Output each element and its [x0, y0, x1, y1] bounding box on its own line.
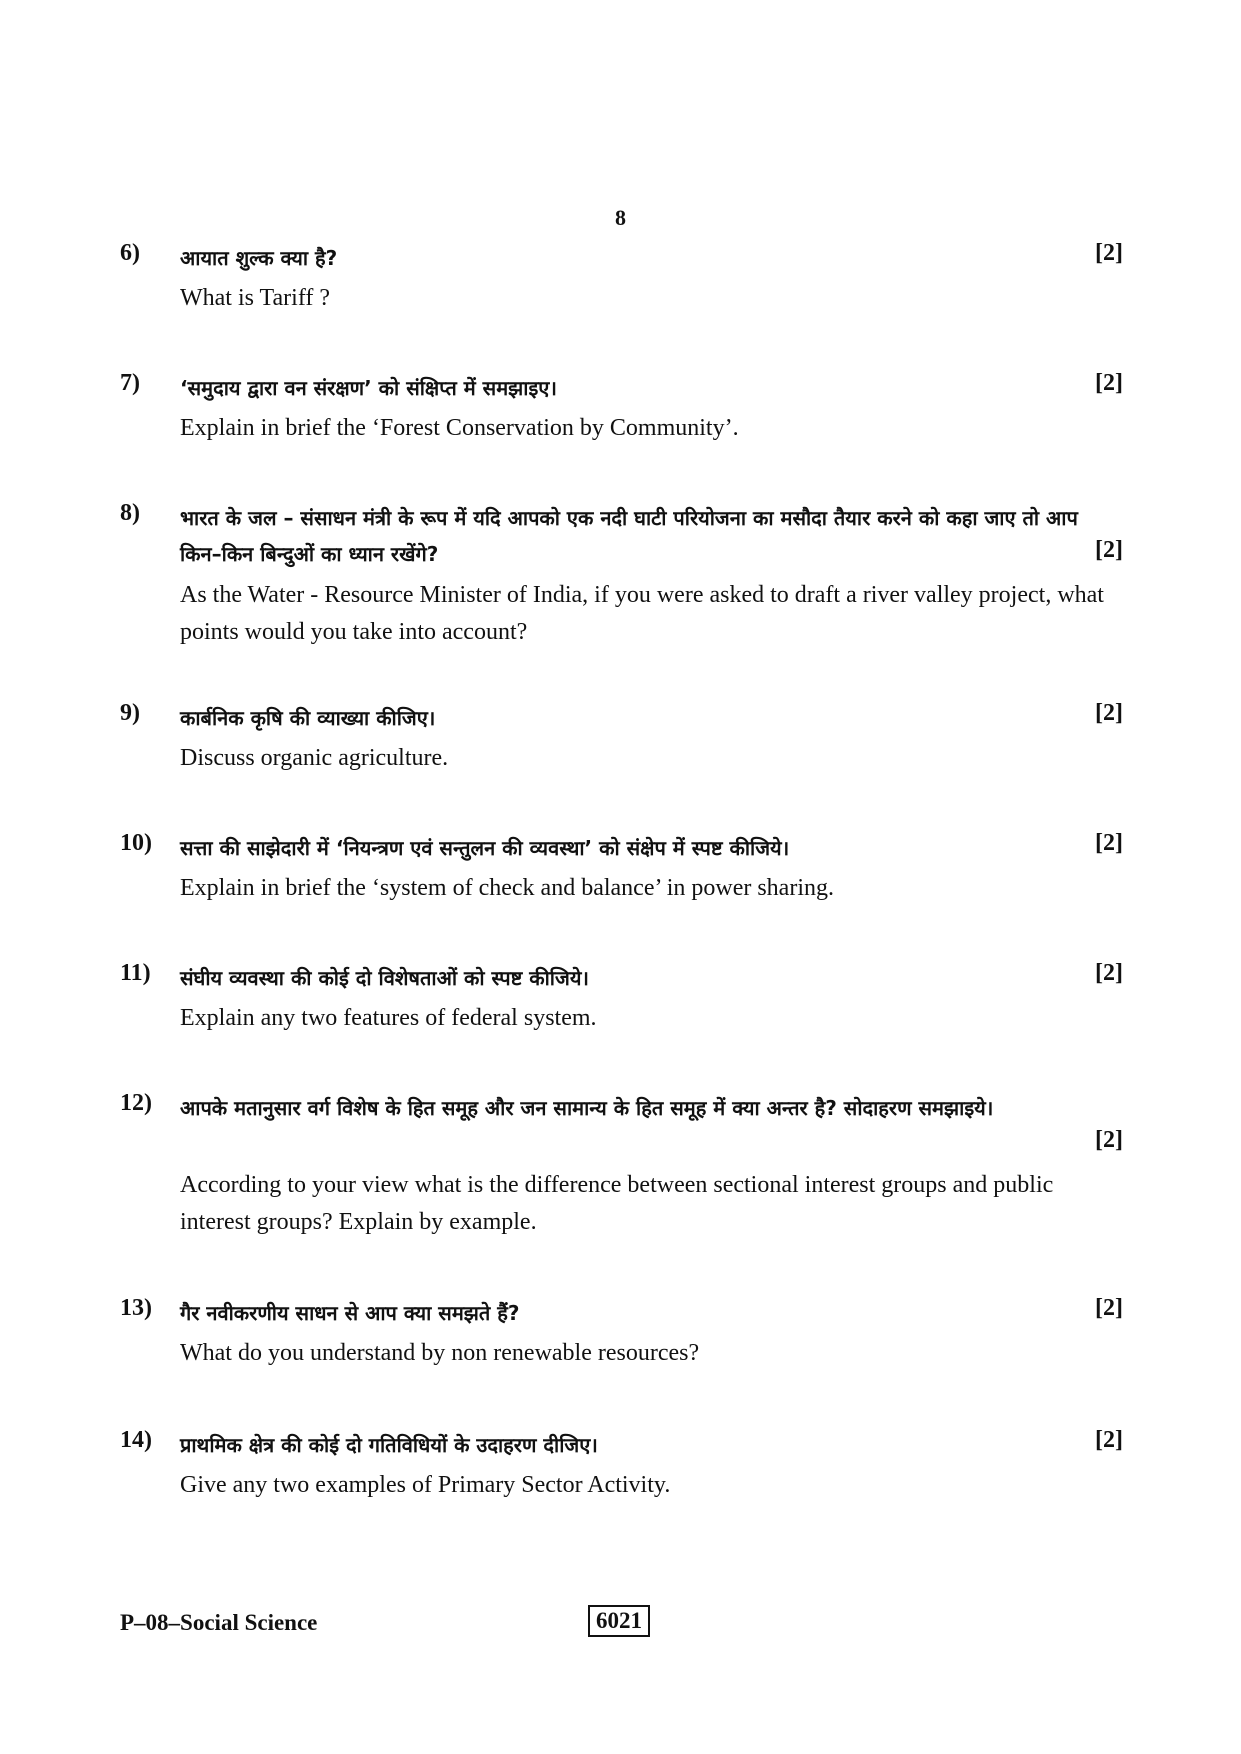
- question-english: What is Tariff ?: [180, 285, 331, 311]
- question-number: 8): [120, 500, 140, 526]
- marks: [2]: [1095, 830, 1123, 856]
- question-hindi: भारत के जल – संसाधन मंत्री के रूप में यदि आपको एक नदी घाटी परियोजना का मसौदा तैयार करने को कहा जाए तो आप किन–किन बिन्दुओं का ध्यान रखेंगे?: [180, 506, 1078, 566]
- question-hindi: आयात शुल्क क्या है?: [180, 246, 338, 270]
- question-hindi: कार्बनिक कृषि की व्याख्या कीजिए।: [180, 706, 436, 730]
- question-english: Explain in brief the ‘Forest Conservation by Community’.: [180, 415, 739, 441]
- question-hindi: गैर नवीकरणीय साधन से आप क्या समझते हैं?: [180, 1301, 520, 1325]
- question-english: Explain any two features of federal system.: [180, 1005, 597, 1031]
- question-number: 10): [120, 830, 152, 856]
- question-number: 11): [120, 960, 151, 986]
- question-hindi: सत्ता की साझेदारी में ‘नियन्त्रण एवं सन्तुलन की व्यवस्था’ को संक्षेप में स्पष्ट कीजिये।: [180, 836, 790, 860]
- question-hindi: प्राथमिक क्षेत्र की कोई दो गतिविधियों के उदाहरण दीजिए।: [180, 1433, 598, 1457]
- question-hindi: ‘समुदाय द्वारा वन संरक्षण’ को संक्षिप्त में समझाइए।: [180, 376, 557, 400]
- question-english: What do you understand by non renewable resources?: [180, 1340, 700, 1366]
- question-number: 6): [120, 240, 140, 266]
- question-english: According to your view what is the difference between sectional interest groups and public interest groups? Explain by example.: [180, 1172, 1054, 1235]
- footer-paper-code: 6021: [588, 1605, 650, 1637]
- marks: [2]: [1095, 370, 1123, 396]
- question-english: Discuss organic agriculture.: [180, 745, 449, 771]
- marks: [2]: [1095, 1295, 1123, 1321]
- question-number: 12): [120, 1090, 152, 1116]
- marks: [2]: [1095, 240, 1123, 266]
- question-number: 7): [120, 370, 140, 396]
- question-number: 14): [120, 1427, 152, 1453]
- question-hindi: आपके मतानुसार वर्ग विशेष के हित समूह और जन सामान्य के हित समूह में क्या अन्तर है? सोदाहरण समझाइये।: [180, 1096, 994, 1120]
- question-english: Give any two examples of Primary Sector Activity.: [180, 1472, 671, 1498]
- question-hindi: संघीय व्यवस्था की कोई दो विशेषताओं को स्पष्ट कीजिये।: [180, 966, 590, 990]
- footer-subject-code: P–08–Social Science: [120, 1610, 318, 1635]
- question-number: 9): [120, 700, 140, 726]
- marks: [2]: [1095, 537, 1123, 563]
- marks: [2]: [1095, 1427, 1123, 1453]
- marks: [2]: [1095, 960, 1123, 986]
- marks: [2]: [1095, 1127, 1123, 1153]
- question-number: 13): [120, 1295, 152, 1321]
- page-number: 8: [615, 205, 626, 230]
- marks: [2]: [1095, 700, 1123, 726]
- question-english: Explain in brief the ‘system of check and balance’ in power sharing.: [180, 875, 834, 901]
- question-english: As the Water - Resource Minister of India, if you were asked to draft a river valley project, what points would you take into account?: [180, 582, 1104, 645]
